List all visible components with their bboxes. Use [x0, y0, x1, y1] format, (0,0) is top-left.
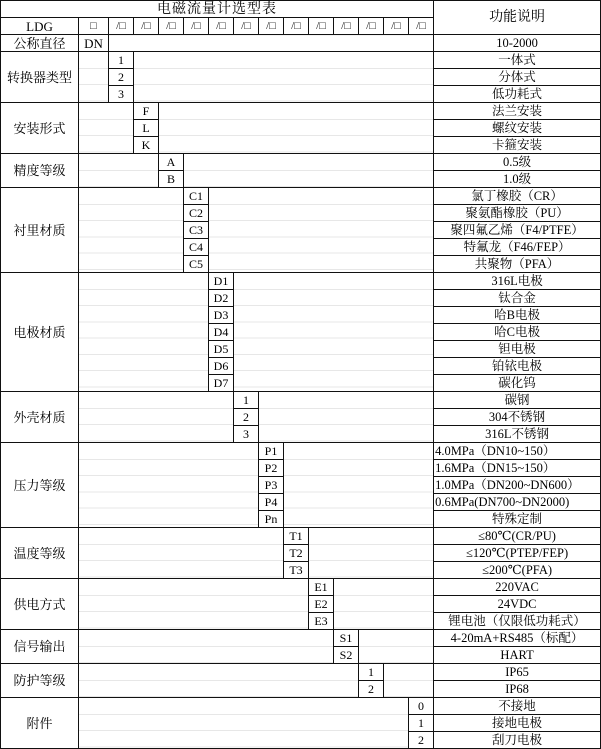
code-cell: C2	[184, 205, 209, 222]
code-cell: 2	[109, 69, 134, 86]
spacer-cell	[284, 443, 434, 528]
model-code-slot: /□	[134, 18, 159, 35]
desc-cell: 特殊定制	[434, 511, 601, 528]
section-label-converter-type: 转换器类型	[1, 52, 79, 103]
code-cell: C3	[184, 222, 209, 239]
code-cell: S2	[334, 647, 359, 664]
spacer-cell	[259, 392, 434, 443]
spacer-cell	[79, 103, 134, 154]
code-cell: D1	[209, 273, 234, 290]
desc-cell: 卡箍安装	[434, 137, 601, 154]
spacer-cell	[109, 35, 434, 52]
spacer-cell	[79, 443, 259, 528]
desc-cell: 刮刀电极	[434, 732, 601, 749]
spacer-cell	[234, 273, 434, 392]
desc-cell: ≤80℃(CR/PU)	[434, 528, 601, 545]
desc-cell: 钛合金	[434, 290, 601, 307]
table-title: 电磁流量计选型表	[1, 1, 434, 18]
code-cell: D2	[209, 290, 234, 307]
desc-cell: ≤120℃(PTEP/FEP)	[434, 545, 601, 562]
desc-cell: 螺纹安装	[434, 120, 601, 137]
desc-cell: 哈B电极	[434, 307, 601, 324]
code-cell: K	[134, 137, 159, 154]
spacer-cell	[79, 52, 109, 103]
model-code-slot: /□	[234, 18, 259, 35]
code-cell: 2	[409, 732, 434, 749]
code-cell: Pn	[259, 511, 284, 528]
desc-cell: 4-20mA+RS485（标配）	[434, 630, 601, 647]
code-cell: 3	[109, 86, 134, 103]
spacer-cell	[309, 528, 434, 579]
diameter-desc: 10-2000	[434, 35, 601, 52]
desc-cell: 不接地	[434, 698, 601, 715]
desc-cell: 0.6MPa(DN700~DN2000)	[434, 494, 601, 511]
desc-cell: 一体式	[434, 52, 601, 69]
code-cell: 2	[234, 409, 259, 426]
spacer-cell	[79, 698, 409, 749]
section-label-electrode: 电极材质	[1, 273, 79, 392]
code-cell: D3	[209, 307, 234, 324]
desc-cell: 220VAC	[434, 579, 601, 596]
desc-cell: 24VDC	[434, 596, 601, 613]
desc-cell: 法兰安装	[434, 103, 601, 120]
model-code-slot: /□	[159, 18, 184, 35]
desc-cell: 特氟龙（F46/FEP）	[434, 239, 601, 256]
desc-cell: 1.0级	[434, 171, 601, 188]
desc-cell: 分体式	[434, 69, 601, 86]
code-cell: 2	[359, 681, 384, 698]
spacer-cell	[359, 630, 434, 664]
code-cell: C1	[184, 188, 209, 205]
model-prefix: LDG	[1, 18, 79, 35]
spacer-cell	[79, 528, 284, 579]
code-cell: D4	[209, 324, 234, 341]
desc-cell: 316L电极	[434, 273, 601, 290]
desc-cell: 氯丁橡胶（CR）	[434, 188, 601, 205]
desc-cell: 304不锈钢	[434, 409, 601, 426]
code-cell: A	[159, 154, 184, 171]
desc-cell: 锂电池（仅限低功耗式）	[434, 613, 601, 630]
desc-cell: 聚氨酯橡胶（PU）	[434, 205, 601, 222]
model-code-slot: /□	[209, 18, 234, 35]
spacer-cell	[209, 188, 434, 273]
model-code-slot: /□	[409, 18, 434, 35]
spacer-cell	[79, 188, 184, 273]
desc-cell: HART	[434, 647, 601, 664]
code-cell: 1	[359, 664, 384, 681]
code-cell: D6	[209, 358, 234, 375]
code-cell: T2	[284, 545, 309, 562]
desc-cell: 哈C电极	[434, 324, 601, 341]
spacer-cell	[79, 630, 334, 664]
code-cell: D5	[209, 341, 234, 358]
code-cell: 1	[234, 392, 259, 409]
section-label-temperature: 温度等级	[1, 528, 79, 579]
section-label-power-supply: 供电方式	[1, 579, 79, 630]
code-cell: F	[134, 103, 159, 120]
desc-cell: 1.6MPa（DN15~150）	[434, 460, 601, 477]
desc-cell: 316L不锈钢	[434, 426, 601, 443]
model-code-slot: /□	[184, 18, 209, 35]
code-cell: S1	[334, 630, 359, 647]
spacer-cell	[79, 664, 359, 698]
model-code-slot: /□	[334, 18, 359, 35]
code-cell: C5	[184, 256, 209, 273]
desc-cell: 接地电极	[434, 715, 601, 732]
model-code-slot: /□	[384, 18, 409, 35]
desc-cell: 4.0MPa（DN10~150）	[434, 443, 601, 460]
desc-cell: 0.5级	[434, 154, 601, 171]
model-code-slot: /□	[359, 18, 384, 35]
model-code-slot: /□	[309, 18, 334, 35]
spacer-cell	[79, 579, 309, 630]
code-cell: 1	[409, 715, 434, 732]
desc-cell: ≤200℃(PFA)	[434, 562, 601, 579]
code-cell: D7	[209, 375, 234, 392]
desc-cell: IP68	[434, 681, 601, 698]
desc-cell: 钽电极	[434, 341, 601, 358]
section-label-installation: 安装形式	[1, 103, 79, 154]
spacer-cell	[159, 103, 434, 154]
desc-cell: IP65	[434, 664, 601, 681]
code-cell: P3	[259, 477, 284, 494]
code-cell: P4	[259, 494, 284, 511]
spacer-cell	[384, 664, 434, 698]
desc-cell: 碳化钨	[434, 375, 601, 392]
desc-cell: 低功耗式	[434, 86, 601, 103]
section-label-pressure: 压力等级	[1, 443, 79, 528]
model-code-slot: /□	[259, 18, 284, 35]
code-cell: 0	[409, 698, 434, 715]
code-cell: E1	[309, 579, 334, 596]
desc-cell: 碳钢	[434, 392, 601, 409]
spacer-cell	[134, 52, 434, 103]
code-cell: E2	[309, 596, 334, 613]
section-label-accessories: 附件	[1, 698, 79, 749]
section-label-diameter: 公称直径	[1, 35, 79, 52]
model-code-box-first: □	[79, 18, 109, 35]
code-cell: P2	[259, 460, 284, 477]
code-cell: T1	[284, 528, 309, 545]
section-label-housing: 外壳材质	[1, 392, 79, 443]
desc-cell: 共聚物（PFA）	[434, 256, 601, 273]
code-cell: P1	[259, 443, 284, 460]
spacer-cell	[184, 154, 434, 188]
section-label-accuracy: 精度等级	[1, 154, 79, 188]
spacer-cell	[79, 392, 234, 443]
section-label-signal-output: 信号输出	[1, 630, 79, 664]
desc-cell: 聚四氟乙烯（F4/PTFE）	[434, 222, 601, 239]
code-cell: 1	[109, 52, 134, 69]
function-header: 功能说明	[434, 1, 601, 35]
section-label-protection: 防护等级	[1, 664, 79, 698]
model-code-slot: /□	[109, 18, 134, 35]
desc-cell: 铂铱电极	[434, 358, 601, 375]
code-cell: E3	[309, 613, 334, 630]
desc-cell: 1.0MPa（DN200~DN600）	[434, 477, 601, 494]
spacer-cell	[79, 273, 209, 392]
code-cell: T3	[284, 562, 309, 579]
diameter-code: DN	[79, 35, 109, 52]
spacer-cell	[79, 154, 159, 188]
code-cell: L	[134, 120, 159, 137]
code-cell: B	[159, 171, 184, 188]
code-cell: 3	[234, 426, 259, 443]
section-label-lining: 衬里材质	[1, 188, 79, 273]
model-code-slot: /□	[284, 18, 309, 35]
spacer-cell	[334, 579, 434, 630]
code-cell: C4	[184, 239, 209, 256]
